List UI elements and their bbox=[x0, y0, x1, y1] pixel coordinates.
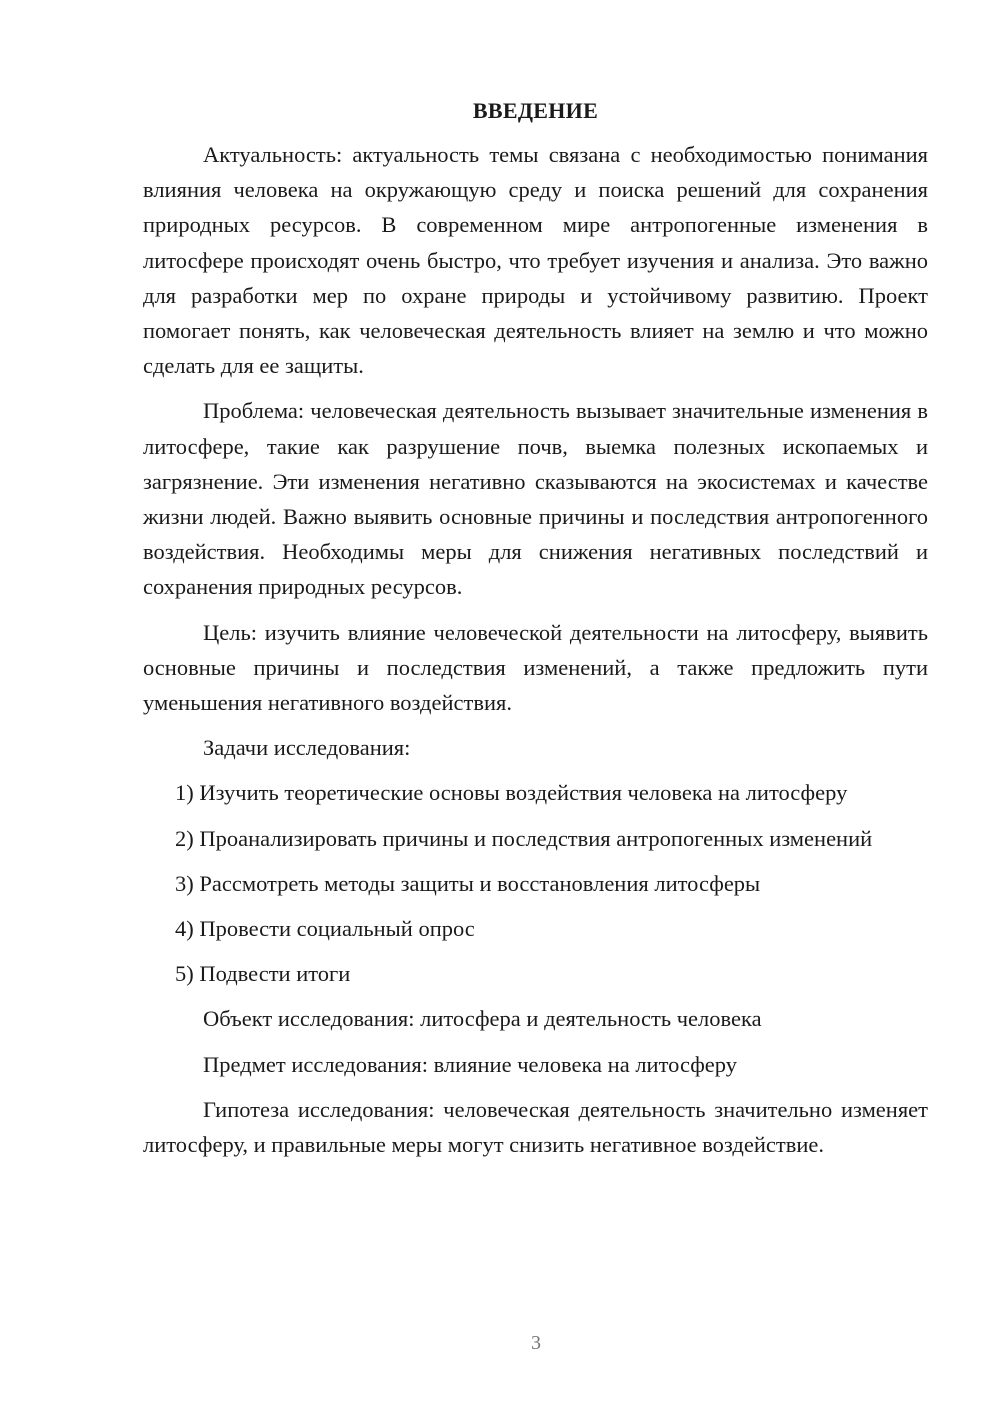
section-heading: ВВЕДЕНИЕ bbox=[472, 98, 599, 123]
tasks-title: Задачи исследования: bbox=[203, 735, 411, 761]
research-subject: Предмет исследования: влияние человека на литосферу bbox=[203, 1051, 737, 1077]
page-content bbox=[143, 95, 928, 1162]
page-number: 3 bbox=[531, 1332, 541, 1354]
task-item: 1) Изучить теоретические основы воздействия человека на литосферу bbox=[175, 780, 848, 806]
task-item: 2) Проанализировать причины и последствия антропогенных изменений bbox=[175, 825, 873, 851]
research-object: Объект исследования: литосфера и деятельность человека bbox=[203, 1006, 762, 1032]
relevance-paragraph: Актуальность: актуальность темы связана с необходимостью понимания влияния человека на окружающую среду и поиска решений для сохранения природных ресурсов. В современном мире антропогенные изменения в литосфере происходят очень быстро, что требует изучения и анализа. Это важно для разработки мер по охране природы и устойчивому развитию. Проект помогает понять, как человеческая деятельность влияет на землю и что можно сделать для ее защиты. bbox=[143, 142, 928, 379]
task-item: 5) Подвести итоги bbox=[175, 961, 351, 987]
problem-paragraph: Проблема: человеческая деятельность вызывает значительные изменения в литосфере, такие как разрушение почв, выемка полезных ископаемых и загрязнение. Эти изменения негативно сказываются на экосистемах и качестве жизни людей. Важно выявить основные причины и последствия антропогенного воздействия. Необходимы меры для снижения негативных последствий и сохранения природных ресурсов. bbox=[143, 398, 928, 600]
hypothesis-paragraph: Гипотеза исследования: человеческая деятельность значительно изменяет литосферу, и правильные меры могут снизить негативное воздействие. bbox=[143, 1096, 928, 1158]
task-item: 3) Рассмотреть методы защиты и восстановления литосферы bbox=[175, 870, 761, 896]
task-item: 4) Провести социальный опрос bbox=[175, 916, 475, 942]
goal-paragraph: Цель: изучить влияние человеческой деятельности на литосферу, выявить основные причины и последствия изменений, а также предложить пути уменьшения негативного воздействия. bbox=[143, 619, 928, 716]
